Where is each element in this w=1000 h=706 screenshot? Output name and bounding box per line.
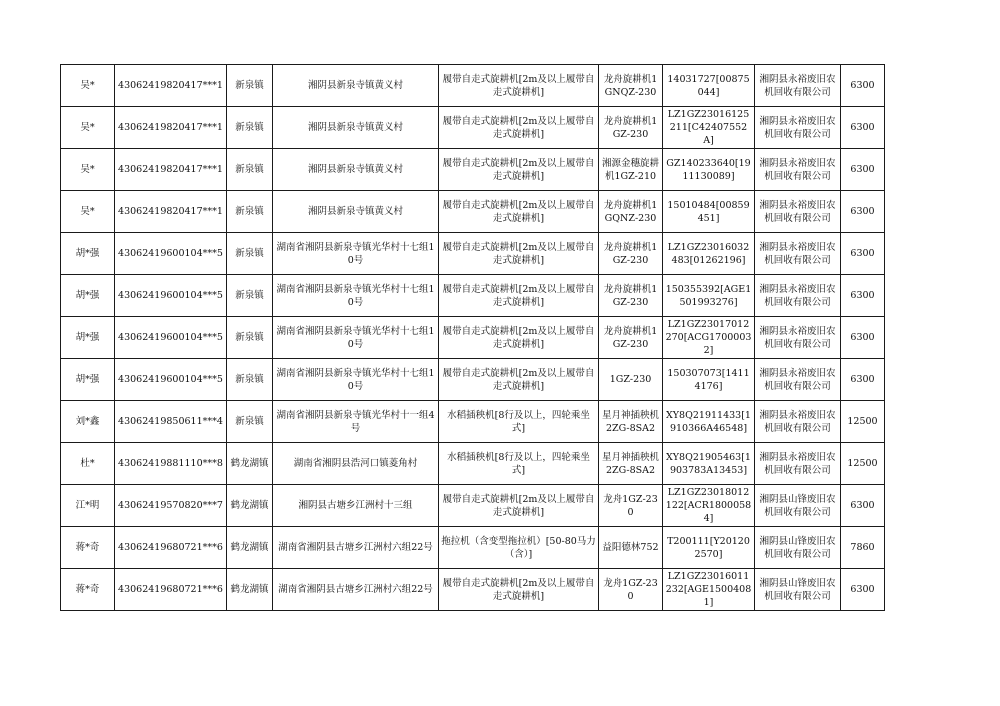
- cell-machine-category: 水稻插秧机[8行及以上，四轮乘坐式]: [439, 401, 599, 443]
- cell-machine-model: 湘源金穗旋耕机1GZ-210: [599, 149, 663, 191]
- cell-amount: 12500: [841, 401, 885, 443]
- cell-recycler: 湘阴县永裕废旧农机回收有限公司: [755, 443, 841, 485]
- cell-id-number: 43062419680721***6: [115, 569, 227, 611]
- cell-machine-model: 星月神插秧机2ZG-8SA2: [599, 401, 663, 443]
- cell-recycler: 湘阴县永裕废旧农机回收有限公司: [755, 65, 841, 107]
- cell-machine-category: 履带自走式旋耕机[2m及以上履带自走式旋耕机]: [439, 65, 599, 107]
- cell-machine-model: 龙舟旋耕机1GZ-230: [599, 233, 663, 275]
- table-row: [61, 443, 885, 485]
- table-row: [61, 65, 885, 107]
- cell-amount: 6300: [841, 485, 885, 527]
- cell-town: 新泉镇: [227, 65, 273, 107]
- cell-machine-category: 履带自走式旋耕机[2m及以上履带自走式旋耕机]: [439, 317, 599, 359]
- cell-id-number: 43062419820417***1: [115, 65, 227, 107]
- cell-machine-category: 履带自走式旋耕机[2m及以上履带自走式旋耕机]: [439, 485, 599, 527]
- cell-machine-category: 拖拉机（含变型拖拉机）[50-80马力（含）]: [439, 527, 599, 569]
- cell-amount: 6300: [841, 191, 885, 233]
- table-row: [61, 359, 885, 401]
- table-row: [61, 191, 885, 233]
- cell-amount: 12500: [841, 443, 885, 485]
- cell-machine-model: 龙舟1GZ-230: [599, 569, 663, 611]
- cell-town: 鹤龙湖镇: [227, 527, 273, 569]
- cell-amount: 6300: [841, 359, 885, 401]
- cell-machine-model: 龙舟旋耕机1GZ-230: [599, 275, 663, 317]
- cell-machine-model: 1GZ-230: [599, 359, 663, 401]
- cell-name: 吴*: [61, 65, 115, 107]
- cell-recycler: 湘阴县永裕废旧农机回收有限公司: [755, 359, 841, 401]
- cell-serial-number: LZ1GZ23017012270[ACG17000032]: [663, 317, 755, 359]
- cell-name: 江*明: [61, 485, 115, 527]
- cell-amount: 6300: [841, 107, 885, 149]
- cell-town: 新泉镇: [227, 191, 273, 233]
- table-row: [61, 233, 885, 275]
- cell-recycler: 湘阴县永裕废旧农机回收有限公司: [755, 191, 841, 233]
- cell-id-number: 43062419820417***1: [115, 149, 227, 191]
- cell-town: 新泉镇: [227, 359, 273, 401]
- cell-recycler: 湘阴县山锋废旧农机回收有限公司: [755, 569, 841, 611]
- cell-address: 湘阴县新泉寺镇黄义村: [273, 149, 439, 191]
- cell-recycler: 湘阴县永裕废旧农机回收有限公司: [755, 275, 841, 317]
- cell-id-number: 43062419600104***5: [115, 233, 227, 275]
- table-row: [61, 569, 885, 611]
- cell-name: 吴*: [61, 149, 115, 191]
- cell-address: 湖南省湘阴县新泉寺镇光华村十七组10号: [273, 317, 439, 359]
- cell-address: 湖南省湘阴县古塘乡江洲村六组22号: [273, 569, 439, 611]
- cell-machine-category: 履带自走式旋耕机[2m及以上履带自走式旋耕机]: [439, 233, 599, 275]
- cell-name: 胡*强: [61, 359, 115, 401]
- cell-name: 胡*强: [61, 233, 115, 275]
- cell-amount: 6300: [841, 149, 885, 191]
- cell-town: 新泉镇: [227, 317, 273, 359]
- cell-town: 新泉镇: [227, 233, 273, 275]
- cell-amount: 6300: [841, 569, 885, 611]
- cell-recycler: 湘阴县永裕废旧农机回收有限公司: [755, 233, 841, 275]
- cell-id-number: 43062419600104***5: [115, 317, 227, 359]
- cell-town: 鹤龙湖镇: [227, 569, 273, 611]
- cell-machine-category: 水稻插秧机[8行及以上，四轮乘坐式]: [439, 443, 599, 485]
- cell-serial-number: GZ140233640[1911130089]: [663, 149, 755, 191]
- table-row: [61, 107, 885, 149]
- cell-amount: 6300: [841, 317, 885, 359]
- cell-name: 胡*强: [61, 275, 115, 317]
- cell-machine-model: 龙舟旋耕机1GNQZ-230: [599, 65, 663, 107]
- cell-serial-number: T200111[Y201202570]: [663, 527, 755, 569]
- cell-recycler: 湘阴县山锋废旧农机回收有限公司: [755, 485, 841, 527]
- cell-serial-number: LZ1GZ23016125211[C42407552A]: [663, 107, 755, 149]
- cell-id-number: 43062419600104***5: [115, 359, 227, 401]
- cell-id-number: 43062419881110***8: [115, 443, 227, 485]
- cell-machine-category: 履带自走式旋耕机[2m及以上履带自走式旋耕机]: [439, 107, 599, 149]
- cell-town: 新泉镇: [227, 275, 273, 317]
- cell-machine-model: 龙舟旋耕机1GZ-230: [599, 107, 663, 149]
- cell-town: 新泉镇: [227, 401, 273, 443]
- cell-machine-category: 履带自走式旋耕机[2m及以上履带自走式旋耕机]: [439, 359, 599, 401]
- cell-serial-number: LZ1GZ23016011232[AGE15004081]: [663, 569, 755, 611]
- cell-serial-number: 15010484[00859451]: [663, 191, 755, 233]
- cell-town: 鹤龙湖镇: [227, 485, 273, 527]
- cell-address: 湘阴县新泉寺镇黄义村: [273, 65, 439, 107]
- cell-machine-model: 龙舟1GZ-230: [599, 485, 663, 527]
- cell-address: 湖南省湘阴县古塘乡江洲村六组22号: [273, 527, 439, 569]
- cell-id-number: 43062419600104***5: [115, 275, 227, 317]
- cell-id-number: 43062419570820***7: [115, 485, 227, 527]
- cell-recycler: 湘阴县永裕废旧农机回收有限公司: [755, 317, 841, 359]
- cell-address: 湘阴县新泉寺镇黄义村: [273, 107, 439, 149]
- cell-serial-number: 150307073[14114176]: [663, 359, 755, 401]
- cell-amount: 6300: [841, 65, 885, 107]
- table-row: [61, 275, 885, 317]
- cell-address: 湖南省湘阴县浩河口镇菱角村: [273, 443, 439, 485]
- cell-id-number: 43062419820417***1: [115, 191, 227, 233]
- cell-address: 湖南省湘阴县新泉寺镇光华村十七组10号: [273, 275, 439, 317]
- cell-serial-number: LZ1GZ23016032483[01262196]: [663, 233, 755, 275]
- table-row: [61, 317, 885, 359]
- cell-serial-number: 14031727[00875044]: [663, 65, 755, 107]
- cell-recycler: 湘阴县永裕废旧农机回收有限公司: [755, 401, 841, 443]
- cell-name: 吴*: [61, 191, 115, 233]
- cell-town: 新泉镇: [227, 149, 273, 191]
- cell-machine-model: 龙舟旋耕机1GZ-230: [599, 317, 663, 359]
- cell-machine-category: 履带自走式旋耕机[2m及以上履带自走式旋耕机]: [439, 191, 599, 233]
- table-row: [61, 149, 885, 191]
- cell-name: 胡*强: [61, 317, 115, 359]
- cell-machine-model: 星月神插秧机2ZG-8SA2: [599, 443, 663, 485]
- cell-recycler: 湘阴县永裕废旧农机回收有限公司: [755, 149, 841, 191]
- cell-address: 湘阴县新泉寺镇黄义村: [273, 191, 439, 233]
- cell-id-number: 43062419850611***4: [115, 401, 227, 443]
- records-body: [61, 65, 885, 611]
- cell-amount: 7860: [841, 527, 885, 569]
- cell-name: 刘*鑫: [61, 401, 115, 443]
- cell-serial-number: XY8Q21911433[1910366A46548]: [663, 401, 755, 443]
- cell-machine-category: 履带自走式旋耕机[2m及以上履带自走式旋耕机]: [439, 275, 599, 317]
- cell-amount: 6300: [841, 275, 885, 317]
- cell-serial-number: LZ1GZ23018012122[ACR18000584]: [663, 485, 755, 527]
- cell-machine-model: 益阳德林752: [599, 527, 663, 569]
- cell-town: 鹤龙湖镇: [227, 443, 273, 485]
- cell-machine-category: 履带自走式旋耕机[2m及以上履带自走式旋耕机]: [439, 569, 599, 611]
- cell-address: 湖南省湘阴县新泉寺镇光华村十一组4号: [273, 401, 439, 443]
- cell-address: 湖南省湘阴县新泉寺镇光华村十七组10号: [273, 359, 439, 401]
- cell-id-number: 43062419820417***1: [115, 107, 227, 149]
- cell-machine-model: 龙舟旋耕机1GQNZ-230: [599, 191, 663, 233]
- cell-serial-number: XY8Q21905463[1903783A13453]: [663, 443, 755, 485]
- cell-address: 湘阴县古塘乡江洲村十三组: [273, 485, 439, 527]
- table-row: [61, 485, 885, 527]
- cell-recycler: 湘阴县永裕废旧农机回收有限公司: [755, 107, 841, 149]
- cell-name: 蒋*奇: [61, 527, 115, 569]
- table-row: [61, 527, 885, 569]
- cell-name: 杜*: [61, 443, 115, 485]
- cell-name: 吴*: [61, 107, 115, 149]
- cell-name: 蒋*奇: [61, 569, 115, 611]
- cell-amount: 6300: [841, 233, 885, 275]
- cell-recycler: 湘阴县山锋废旧农机回收有限公司: [755, 527, 841, 569]
- table-row: [61, 401, 885, 443]
- cell-id-number: 43062419680721***6: [115, 527, 227, 569]
- cell-address: 湖南省湘阴县新泉寺镇光华村十七组10号: [273, 233, 439, 275]
- records-table: [60, 64, 885, 611]
- cell-town: 新泉镇: [227, 107, 273, 149]
- cell-serial-number: 150355392[AGE1501993276]: [663, 275, 755, 317]
- cell-machine-category: 履带自走式旋耕机[2m及以上履带自走式旋耕机]: [439, 149, 599, 191]
